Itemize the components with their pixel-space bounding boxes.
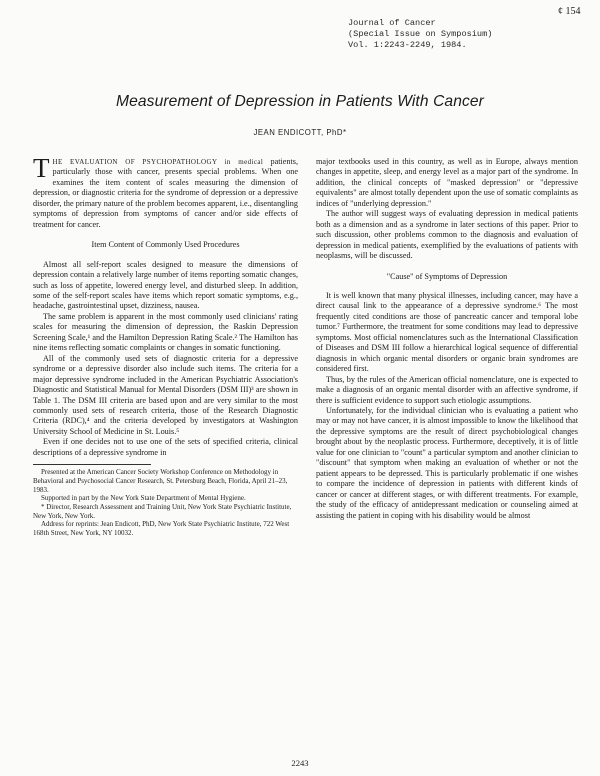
left-column bbox=[33, 153, 299, 538]
body-paragraph: It is well known that many physical illnesses, including cancer, may have a direct causal link to the appearance of a depressive syndrome.⁶ The most frequently cited conditions are those of pancreatic cancer and temporal lobe tumor.⁷ Furthermore, the treatment for some conditions may lead to depressive symptoms. Most official nomenclatures such as the International Classification of Diseases and DSM III follow a hierarchical logical sequence of differential diagnosis in which organic mental disorders or organic brain syndromes are considered first. bbox=[316, 290, 578, 374]
paper-author: JEAN ENDICOTT, PhD* bbox=[253, 128, 347, 137]
footnote: Address for reprints: Jean Endicott, PhD, New York State Psychiatric Institute, 722 West 168th Street, New York, NY 10032. bbox=[33, 520, 290, 538]
footnote: Supported in part by the New York State Department of Mental Hygiene. bbox=[41, 494, 246, 503]
footnotes bbox=[33, 468, 298, 538]
body-paragraph: Unfortunately, for the individual clinician who is evaluating a patient who may or may not have cancer, it is almost impossible to know the likelihood that the depressive symptoms are the result of direct psychobiological changes brought about by the neoplastic process. Furthermore, deceptively, it is of little value for one clinician to "count" a particular symptom and another clinician to "discount" that symptom when making an evaluation of whether or not the patient appears to be depressed. This is particularly problematic if one wishes to compare the incidence of depression in patients with different kinds of cancer or cancer at different stages, or with different treatments. For example, the study of the efficacy of antidepressant medication or counseling aimed at assisting the patient in coping with his disability would be almost bbox=[316, 405, 578, 520]
footnote-rule bbox=[33, 464, 151, 465]
body-paragraph: All of the commonly used sets of diagnostic criteria for a depressive syndrome or a depressive disorder also include such items. The criteria for a major depressive syndrome included in the American Psychiatric Association's Diagnostic and Statistical Manual for Mental Disorders (DSM III)³ are shown in Table 1. The DSM III criteria are based upon and are very similar to the most commonly used sets of research criteria, those of the Research Diagnostic Criteria (RDC),⁴ and the criteria developed by investigators at Washington University School of Medicine in St. Louis.⁵ bbox=[33, 353, 298, 436]
body-paragraph: Almost all self-report scales designed to measure the dimensions of depression contain a relatively large number of items reporting somatic changes, such as loss of appetite, lowered energy level, and disturbed sleep. In addition, some of the self-report scales have items which report somatic symptoms, e.g., headache, gastrointestinal upset, dizziness, nausea. bbox=[33, 259, 298, 311]
drop-cap: T bbox=[33, 153, 50, 183]
footnote: Presented at the American Cancer Society Workshop Conference on Methodology in Behavioral and Psychosocial Cancer Research, St. Petersburg Beach, Florida, April 21–23, 1983. bbox=[33, 468, 288, 494]
intro-smallcaps: HE EVALUATION OF PSYCHOPATHOLOGY in medical bbox=[52, 158, 264, 166]
page-mark: ¢ 154 bbox=[558, 6, 581, 17]
body-paragraph: Thus, by the rules of the American official nomenclature, one is expected to make a diagnosis of an organic mental disorder with an affective syndrome, if there is sufficient evidence to support such etiologic assumptions. bbox=[316, 374, 578, 405]
journal-line-1: Journal of Cancer bbox=[348, 18, 436, 28]
intro-text: patients, particularly those with cancer, presents special problems. When one examines the item content of scales measuring the dimension of depression, or diagnostic criteria for the syndrome of depression or a depressive disorder, the primary nature of the problem becomes apparent, i.e., disentangling symptoms of depression from symptoms of cancer and/or side effects of treatment for cancer. bbox=[33, 157, 299, 229]
footnote: * Director, Research Assessment and Training Unit, New York State Psychiatric Institute, New York, New York. bbox=[33, 503, 292, 520]
section-heading-item-content: Item Content of Commonly Used Procedures bbox=[91, 240, 240, 250]
journal-citation bbox=[348, 18, 588, 51]
page-number: 2243 bbox=[291, 758, 309, 768]
paper-title: Measurement of Depression in Patients With Cancer bbox=[116, 93, 484, 110]
journal-line-2: (Special Issue on Symposium) bbox=[348, 29, 493, 39]
body-paragraph: Even if one decides not to use one of the sets of specified criteria, clinical descriptions of a depressive syndrome in bbox=[33, 437, 298, 457]
section-heading-cause: "Cause" of Symptoms of Depression bbox=[386, 271, 508, 281]
body-paragraph: major textbooks used in this country, as well as in Europe, always mention changes in appetite, sleep, and energy level as a major part of the syndrome. In addition, the clinical concepts of "masked depression" or "depressive equivalents" are almost totally dependent upon the use of somatic complaints as indices of "underlying depression." bbox=[316, 157, 578, 208]
journal-line-3: Vol. 1:2243-2249, 1984. bbox=[348, 40, 467, 50]
body-paragraph: The author will suggest ways of evaluating depression in medical patients both as a dimension and as a syndrome in later sections of this paper. Prior to such discussion, other problems common to the diagnosis and evaluation of depression in medical patients, exemplified by the evaluations of patients with neoplasms, will be discussed. bbox=[316, 209, 578, 261]
right-column bbox=[316, 157, 578, 521]
body-paragraph: The same problem is apparent in the most commonly used clinicians' rating scales for measuring the dimension of depression, the Raskin Depression Screening Scale,¹ and the Hamilton Depression Rating Scale.² The Hamilton has nine items reflecting somatic complaints or changes in somatic functioning. bbox=[33, 311, 298, 353]
intro-paragraph bbox=[33, 153, 299, 230]
